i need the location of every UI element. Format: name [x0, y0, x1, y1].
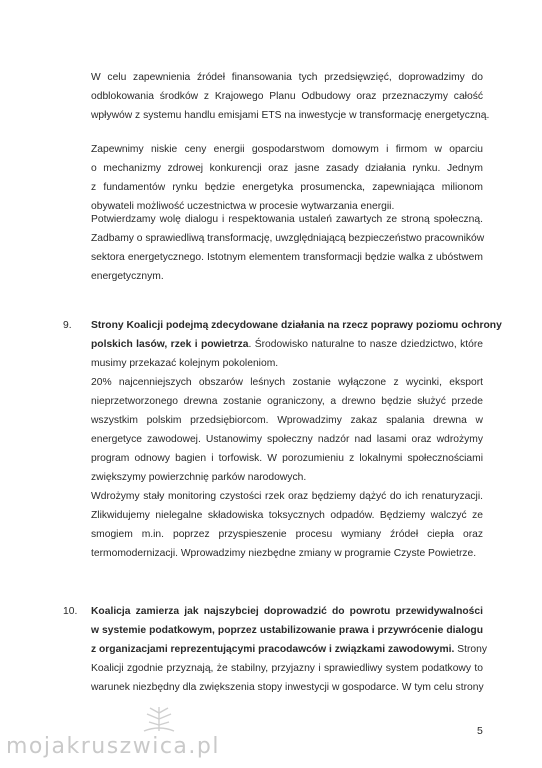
item-number: 9.: [63, 320, 72, 331]
text-line: program odnowy bagien i torfowisk. W porozumieniu z lokalnymi społecznościami: [91, 453, 483, 464]
bold-text: z organizacjami reprezentującymi pracodawców i związkami zawodowymi.: [91, 644, 455, 655]
text-line: energetycznym.: [91, 271, 164, 282]
text-line: musimy przekazać kolejnym pokoleniom.: [91, 358, 279, 369]
text-line: nieprzetworzonego drewna zostanie ograniczony, a drewno będzie służyć przede: [91, 396, 483, 407]
text-line: wszystkim polskim przedsiębiorcom. Wprowadzimy zakaz spalania drewna w: [91, 415, 483, 426]
text-line: [91, 602, 483, 621]
text-line: z fundamentów rynku będzie energetyka prosumencka, zapewniająca milionom: [91, 182, 483, 193]
text-line: energetyce zawodowej. Ustanowimy społeczny nadzór nad lasami oraz wdrożymy: [91, 434, 483, 445]
bold-text: w systemie podatkowym, poprzez ustabilizowanie prawa i przywrócenie dialogu: [91, 625, 483, 636]
text-line: obywateli możliwość uczestnictwa w procesie wytwarzania energii.: [91, 201, 395, 212]
text-line: Zlikwidujemy nielegalne składowiska toksycznych odpadów. Będziemy walczyć ze: [91, 510, 483, 521]
text-line: W celu zapewnienia źródeł finansowania tych przedsięwzięć, doprowadzimy do: [91, 72, 483, 83]
text-line: odblokowania środków z Krajowego Planu Odbudowy oraz przeznaczymy całość: [91, 91, 483, 102]
bold-text: polskich lasów, rzek i powietrza: [91, 339, 249, 350]
bold-text: Strony Koalicji podejmą zdecydowane działania na rzecz poprawy poziomu ochrony: [91, 320, 502, 331]
regular-text: Strony: [454, 644, 487, 655]
item-body: [91, 316, 502, 563]
paragraph-financing: [91, 68, 490, 125]
paragraph-energy-prices: [91, 140, 483, 216]
text-line: wpływów z systemu handlu emisjami ETS na inwestycje w transformację energetyczną.: [91, 110, 490, 121]
item-body: [91, 602, 487, 697]
text-line: 20% najcenniejszych obszarów leśnych zostanie wyłączone z wycinki, eksport: [91, 377, 483, 388]
watermark-logo-icon: [136, 703, 182, 735]
text-line: [91, 316, 502, 335]
text-line: Zadbamy o sprawiedliwą transformację, uwzględniającą bezpieczeństwo pracowników: [91, 233, 485, 244]
text-line: o mechanizmy zdrowej konkurencji oraz jasne zasady działania rynku. Jednym: [91, 163, 483, 174]
text-line: [91, 621, 483, 640]
regular-text: . Środowisko naturalne to nasze dziedzictwo, które: [248, 339, 483, 350]
watermark-text: mojakruszwica.pl: [6, 734, 220, 759]
text-line: Koalicji zgodnie przyznają, że stabilny, przyjazny i sprawiedliwy system podatkowy to: [91, 663, 483, 674]
paragraph-social-dialogue: [91, 210, 483, 286]
text-line: [91, 335, 483, 354]
text-line: [91, 640, 487, 659]
text-line: Potwierdzamy wolę dialogu i respektowania ustaleń zawartych ze stroną społeczną.: [91, 214, 483, 225]
text-line: Zapewnimy niskie ceny energii gospodarstwom domowym i firmom w oparciu: [91, 144, 483, 155]
text-line: Wdrożymy stały monitoring czystości rzek oraz będziemy dążyć do ich renaturyzacji.: [91, 491, 483, 502]
text-line: termomodernizacji. Wprowadzimy niezbędne zmiany w programie Czyste Powietrze.: [91, 548, 477, 559]
text-line: warunek niezbędny dla zwiększenia stopy inwestycji w gospodarce. W tym celu strony: [91, 682, 484, 693]
page-number: 5: [477, 725, 483, 737]
bold-text: Koalicja zamierza jak najszybciej doprowadzić do powrotu przewidywalności: [91, 606, 483, 617]
item-number: 10.: [63, 606, 78, 617]
text-line: zwiększymy powierzchnię parków narodowych.: [91, 472, 307, 483]
text-line: sektora energetycznego. Istotnym elementem transformacji będzie walka z ubóstwem: [91, 252, 483, 263]
text-line: smogiem m.in. poprzez przyspieszenie procesu wymiany źródeł ciepła oraz: [91, 529, 483, 540]
